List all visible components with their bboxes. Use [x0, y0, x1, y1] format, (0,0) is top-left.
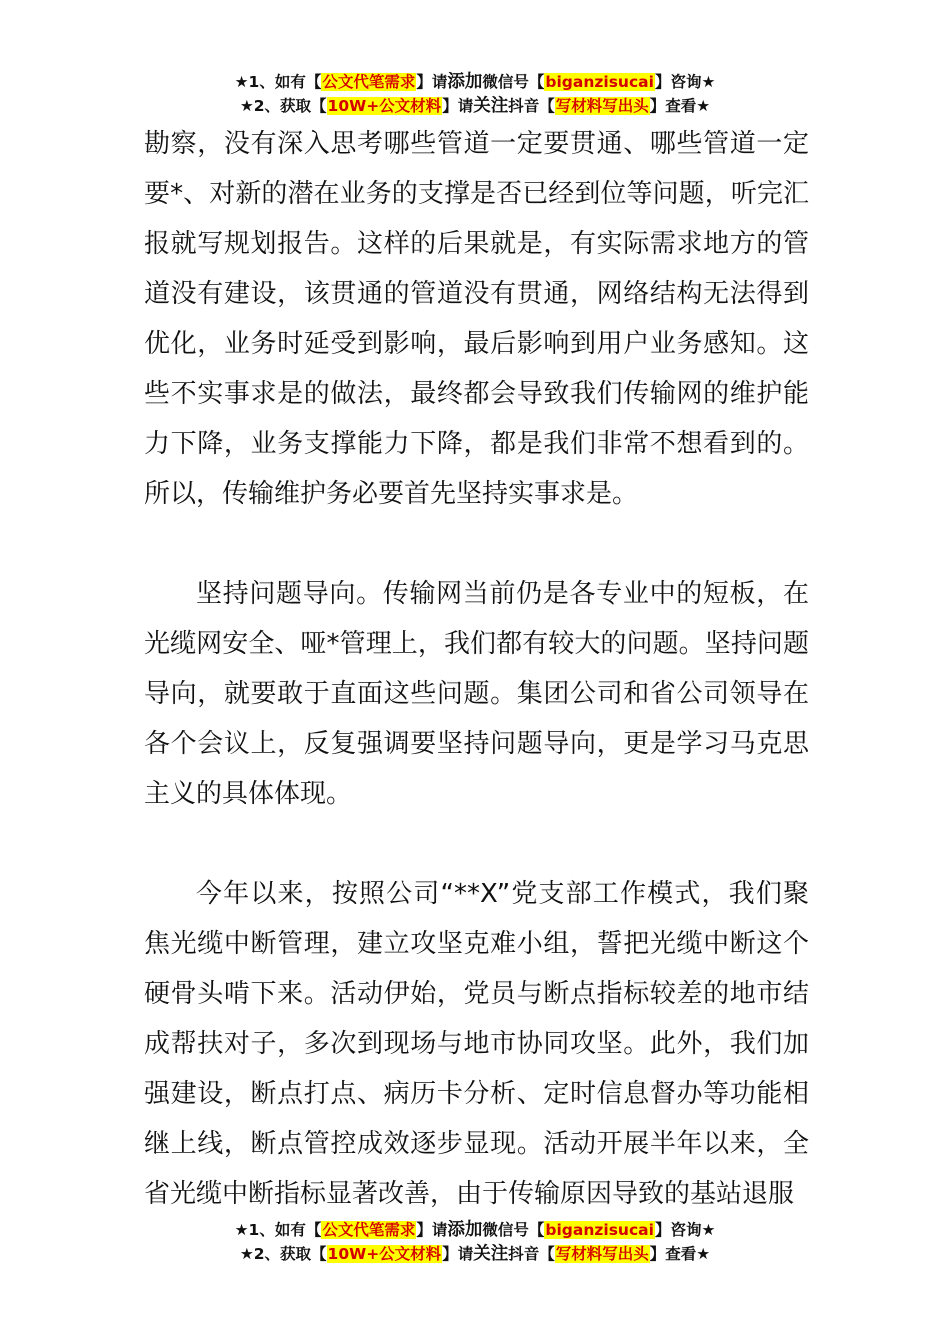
banner-line-2 — [0, 94, 950, 118]
footer-line-1-mid2: 微信号【 — [482, 1221, 545, 1239]
banner-line-1-emphasis: 添加 — [447, 72, 483, 92]
footer-line-2-mid: 】请 — [442, 1245, 474, 1263]
banner-line-2-suffix: 】查看★ — [649, 97, 711, 115]
footer-banner-line-2 — [0, 1242, 950, 1266]
paragraph-spacer — [144, 819, 809, 869]
paragraph-1: 勘察，没有深入思考哪些管道一定要贯通、哪些管道一定要*、对新的潜在业务的支撑是否已经到位等问题，听完汇报就写规划报告。这样的后果就是，有实际需求地方的管道没有建设，该贯通的管道没有贯通，网络结构无法得到优化，业务时延受到影响，最后影响到用户业务感知。这些不实事求是的做法，最终都会导致我们传输网的维护能力下降，业务支撑能力下降，都是我们非常不想看到的。所以，传输维护务必要首先坚持实事求是。 — [144, 129, 809, 509]
footer-line-2-prefix: ★2、获取【 — [239, 1245, 327, 1263]
banner-line-2-mid: 】请 — [442, 97, 474, 115]
footer-line-1-suffix: 】咨询★ — [654, 1221, 716, 1239]
banner-line-1-highlight-service: 公文代笔需求 — [322, 73, 416, 91]
banner-line-2-emphasis: 关注 — [473, 96, 509, 116]
footer-line-2-highlight-materials: 10W+公文材料 — [327, 1245, 442, 1263]
banner-line-1 — [0, 70, 950, 94]
footer-line-1-mid: 】请 — [416, 1221, 448, 1239]
banner-line-1-suffix: 】咨询★ — [654, 73, 716, 91]
footer-line-2-suffix: 】查看★ — [649, 1245, 711, 1263]
banner-line-2-prefix: ★2、获取【 — [239, 97, 327, 115]
footer-line-2-douyin-account: 写材料写出头 — [555, 1245, 649, 1263]
banner-line-2-douyin-account: 写材料写出头 — [555, 97, 649, 115]
footer-line-1-prefix: ★1、如有【 — [234, 1221, 322, 1239]
banner-line-1-wechat-id: biganzisucai — [545, 73, 654, 91]
banner-line-2-highlight-materials: 10W+公文材料 — [327, 97, 442, 115]
banner-line-1-mid: 】请 — [416, 73, 448, 91]
paragraph-spacer — [144, 519, 809, 569]
footer-line-1-wechat-id: biganzisucai — [545, 1221, 654, 1239]
banner-line-1-mid2: 微信号【 — [482, 73, 545, 91]
banner-line-1-prefix: ★1、如有【 — [234, 73, 322, 91]
banner-line-2-mid2: 抖音【 — [508, 97, 555, 115]
footer-banner-line-1 — [0, 1218, 950, 1242]
footer-line-1-emphasis: 添加 — [447, 1220, 483, 1240]
footer-line-2-emphasis: 关注 — [473, 1244, 509, 1264]
footer-banner — [0, 1218, 950, 1266]
footer-line-1-highlight-service: 公文代笔需求 — [322, 1221, 416, 1239]
paragraph-3: 今年以来，按照公司“**X”党支部工作模式，我们聚焦光缆中断管理，建立攻坚克难小组，誓把光缆中断这个硬骨头啃下来。活动伊始，党员与断点指标较差的地市结成帮扶对子，多次到现场与地市协同攻坚。此外，我们加强建设，断点打点、病历卡分析、定时信息督办等功能相继上线，断点管控成效逐步显现。活动开展半年以来，全省光缆中断指标显著改善，由于传输原因导致的基站退服 — [144, 879, 809, 1209]
footer-line-2-mid2: 抖音【 — [508, 1245, 555, 1263]
paragraph-2: 坚持问题导向。传输网当前仍是各专业中的短板，在光缆网安全、哑*管理上，我们都有较大的问题。坚持问题导向，就要敢于直面这些问题。集团公司和省公司领导在各个会议上，反复强调要坚持问题导向，更是学习马克思主义的具体体现。 — [144, 579, 809, 809]
document-body — [144, 119, 809, 1219]
header-banner — [0, 70, 950, 118]
